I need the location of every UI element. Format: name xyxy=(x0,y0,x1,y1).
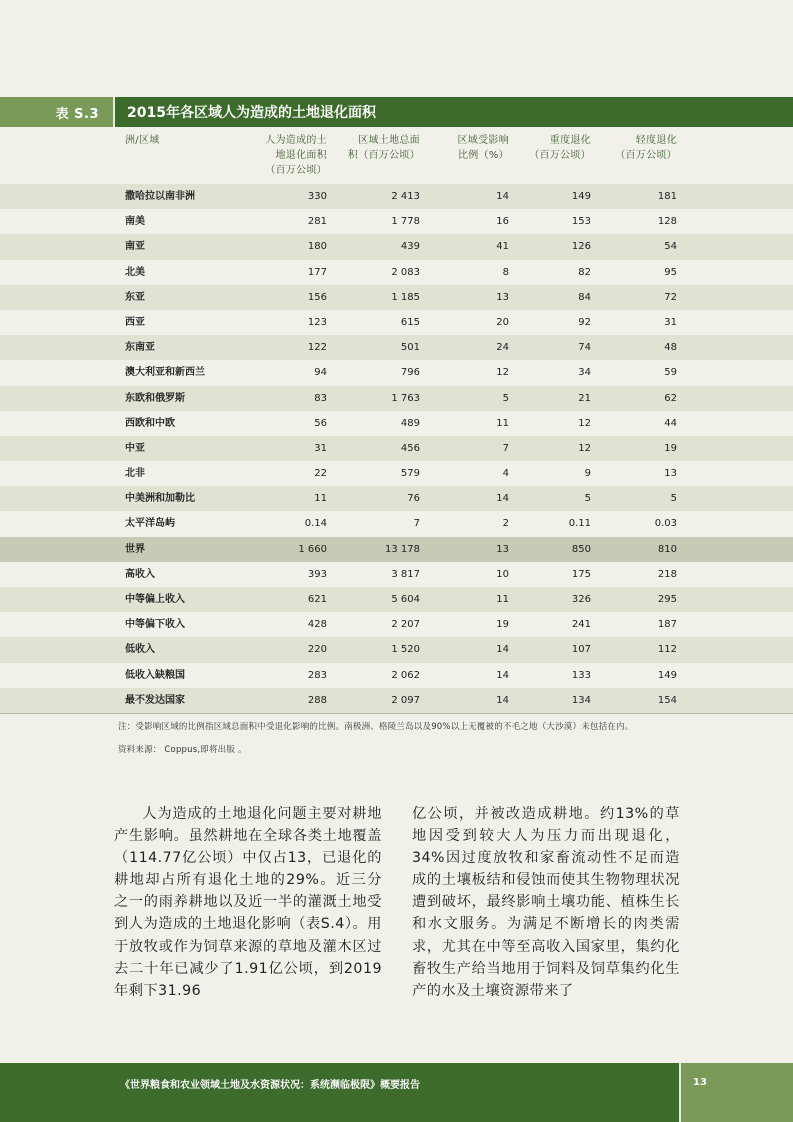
cell-affected-share: 16 xyxy=(496,216,509,228)
row-region-name: 最不发达国家 xyxy=(125,694,185,706)
cell-severe-degradation: 82 xyxy=(578,266,591,278)
table-note: 注：受影响区域的比例指区域总面积中受退化影响的比例。南极洲、格陵兰岛以及90%以上无覆被的不毛之地（大沙漠）未包括在内。 xyxy=(118,722,634,732)
cell-light-degradation: 154 xyxy=(657,694,677,706)
cell-degraded-area: 122 xyxy=(307,342,327,354)
row-region-name: 中等偏下收入 xyxy=(125,619,185,631)
cell-degraded-area: 393 xyxy=(307,568,327,580)
cell-total-area: 439 xyxy=(400,241,420,253)
cell-light-degradation: 295 xyxy=(657,594,677,605)
cell-severe-degradation: 0.11 xyxy=(568,518,591,530)
cell-severe-degradation: 21 xyxy=(578,392,591,404)
header-c1-line: （百万公顷） xyxy=(265,165,327,176)
cell-degraded-area: 22 xyxy=(314,468,327,480)
row-region-name: 南亚 xyxy=(125,241,145,253)
body-text-right xyxy=(412,803,680,1002)
table-bottom-rule xyxy=(0,713,793,714)
cell-degraded-area: 1 660 xyxy=(298,543,327,555)
table-body xyxy=(0,184,793,713)
cell-severe-degradation: 74 xyxy=(578,342,591,354)
cell-total-area: 1 520 xyxy=(391,644,420,656)
cell-light-degradation: 0.03 xyxy=(654,518,677,530)
header-c4-line: （百万公顷） xyxy=(529,150,591,161)
cell-light-degradation: 13 xyxy=(664,468,677,480)
cell-severe-degradation: 9 xyxy=(584,468,591,480)
header-c2-line: 积（百万公顷） xyxy=(347,150,420,161)
header-c2 xyxy=(348,133,420,163)
cell-total-area: 3 817 xyxy=(391,568,420,580)
cell-total-area: 2 207 xyxy=(391,619,420,631)
row-region-name: 东南亚 xyxy=(125,342,155,354)
body-paragraph-right: 亿公顷，并被改造成耕地。约13%的草地因受到较大人为压力而出现退化，34%因过度放牧和家畜流动性不足而造成的土壤板结和侵蚀而使其生物物理状况遭到破坏，最终影响土壤功能、植株生长和水文服务。为满足不断增长的肉类需求，尤其在中等至高收入国家里，集约化畜牧生产给当地用于饲料及饲草集约化生产的水及土壤资源带来了 xyxy=(412,806,680,999)
table-row xyxy=(0,360,793,385)
row-region-name: 西亚 xyxy=(125,316,145,328)
cell-severe-degradation: 107 xyxy=(571,644,591,656)
table-row xyxy=(0,587,793,612)
table-row xyxy=(0,688,793,713)
table-source: 资料来源： Coppus,即将出版 。 xyxy=(118,745,247,755)
table-title: 2015年各区域人为造成的土地退化面积 xyxy=(127,105,376,121)
cell-light-degradation: 59 xyxy=(664,367,677,379)
row-region-name: 东亚 xyxy=(125,291,145,303)
cell-light-degradation: 48 xyxy=(664,342,677,354)
cell-total-area: 76 xyxy=(407,493,420,505)
row-region-name: 东欧和俄罗斯 xyxy=(125,392,185,404)
cell-degraded-area: 283 xyxy=(307,669,327,681)
cell-severe-degradation: 84 xyxy=(578,291,591,303)
header-c1-line: 地退化面积 xyxy=(275,150,327,161)
cell-degraded-area: 31 xyxy=(314,442,327,454)
cell-light-degradation: 19 xyxy=(664,442,677,454)
cell-severe-degradation: 12 xyxy=(578,417,591,429)
cell-affected-share: 14 xyxy=(496,191,509,202)
table-label: 表 S.3 xyxy=(0,97,113,127)
cell-degraded-area: 428 xyxy=(307,619,327,631)
cell-affected-share: 24 xyxy=(496,342,509,354)
cell-affected-share: 14 xyxy=(496,694,509,706)
cell-affected-share: 11 xyxy=(496,417,509,429)
header-c3-line: 比例（%） xyxy=(457,150,509,161)
cell-affected-share: 14 xyxy=(496,669,509,681)
cell-affected-share: 13 xyxy=(496,291,509,303)
cell-light-degradation: 31 xyxy=(664,316,677,328)
cell-light-degradation: 62 xyxy=(664,392,677,404)
row-region-name: 撒哈拉以南非洲 xyxy=(125,191,195,202)
table-row xyxy=(0,511,793,536)
cell-light-degradation: 95 xyxy=(664,266,677,278)
body-text-left xyxy=(114,803,382,1002)
cell-affected-share: 4 xyxy=(502,468,509,480)
cell-degraded-area: 281 xyxy=(307,216,327,228)
cell-degraded-area: 123 xyxy=(307,316,327,328)
header-c3 xyxy=(458,133,510,163)
row-region-name: 南美 xyxy=(125,216,145,228)
cell-degraded-area: 11 xyxy=(314,493,327,505)
cell-degraded-area: 0.14 xyxy=(304,518,327,530)
cell-total-area: 2 413 xyxy=(391,191,420,202)
cell-light-degradation: 810 xyxy=(657,543,677,555)
cell-affected-share: 11 xyxy=(496,594,509,605)
cell-severe-degradation: 126 xyxy=(571,241,591,253)
cell-affected-share: 41 xyxy=(496,241,509,253)
table-row xyxy=(0,260,793,285)
header-region: 洲/区域 xyxy=(125,135,160,146)
row-region-name: 中亚 xyxy=(125,442,145,454)
cell-severe-degradation: 12 xyxy=(578,442,591,454)
row-region-name: 中美洲和加勒比 xyxy=(125,493,195,505)
table-row xyxy=(0,386,793,411)
table-row xyxy=(0,234,793,259)
cell-total-area: 456 xyxy=(400,442,420,454)
cell-affected-share: 5 xyxy=(502,392,509,404)
cell-severe-degradation: 34 xyxy=(578,367,591,379)
cell-affected-share: 13 xyxy=(496,543,509,555)
row-region-name: 中等偏上收入 xyxy=(125,594,185,605)
cell-total-area: 2 083 xyxy=(391,266,420,278)
page-footer xyxy=(0,1063,793,1122)
cell-severe-degradation: 326 xyxy=(571,594,591,605)
cell-severe-degradation: 149 xyxy=(571,191,591,202)
header-c4-line: 重度退化 xyxy=(549,135,591,146)
cell-total-area: 1 778 xyxy=(391,216,420,228)
cell-degraded-area: 177 xyxy=(307,266,327,278)
cell-total-area: 2 062 xyxy=(391,669,420,681)
cell-affected-share: 20 xyxy=(496,316,509,328)
row-region-name: 太平洋岛屿 xyxy=(125,518,175,530)
cell-light-degradation: 54 xyxy=(664,241,677,253)
cell-affected-share: 19 xyxy=(496,619,509,631)
cell-light-degradation: 128 xyxy=(657,216,677,228)
cell-degraded-area: 288 xyxy=(307,694,327,706)
cell-degraded-area: 180 xyxy=(307,241,327,253)
cell-total-area: 489 xyxy=(400,417,420,429)
cell-degraded-area: 56 xyxy=(314,417,327,429)
row-region-name: 北非 xyxy=(125,468,145,480)
table-row xyxy=(0,335,793,360)
cell-total-area: 7 xyxy=(413,518,420,530)
cell-affected-share: 10 xyxy=(496,568,509,580)
header-c3-line: 区域受影响 xyxy=(457,135,509,146)
header-c1-line: 人为造成的土 xyxy=(265,135,327,146)
cell-light-degradation: 149 xyxy=(657,669,677,681)
table-row xyxy=(0,537,793,562)
cell-degraded-area: 621 xyxy=(307,594,327,605)
header-c1 xyxy=(265,133,327,178)
cell-total-area: 1 763 xyxy=(391,392,420,404)
cell-total-area: 501 xyxy=(400,342,420,354)
table-row xyxy=(0,562,793,587)
cell-light-degradation: 218 xyxy=(657,568,677,580)
cell-affected-share: 2 xyxy=(502,518,509,530)
page-number: 13 xyxy=(681,1063,793,1122)
cell-total-area: 796 xyxy=(400,367,420,379)
cell-degraded-area: 156 xyxy=(307,291,327,303)
header-c2-line: 区域土地总面 xyxy=(358,135,420,146)
cell-degraded-area: 94 xyxy=(314,367,327,379)
cell-degraded-area: 83 xyxy=(314,392,327,404)
table-row xyxy=(0,209,793,234)
row-region-name: 高收入 xyxy=(125,568,155,580)
cell-severe-degradation: 134 xyxy=(571,694,591,706)
table-title-bar xyxy=(0,97,793,127)
table-row xyxy=(0,486,793,511)
cell-light-degradation: 112 xyxy=(657,644,677,656)
row-region-name: 低收入缺粮国 xyxy=(125,669,185,681)
cell-severe-degradation: 850 xyxy=(571,543,591,555)
table-row xyxy=(0,285,793,310)
cell-light-degradation: 44 xyxy=(664,417,677,429)
cell-severe-degradation: 153 xyxy=(571,216,591,228)
row-region-name: 北美 xyxy=(125,266,145,278)
cell-severe-degradation: 92 xyxy=(578,316,591,328)
cell-severe-degradation: 5 xyxy=(584,493,591,505)
cell-light-degradation: 5 xyxy=(670,493,677,505)
row-region-name: 西欧和中欧 xyxy=(125,417,175,429)
cell-severe-degradation: 133 xyxy=(571,669,591,681)
cell-severe-degradation: 175 xyxy=(571,568,591,580)
cell-affected-share: 7 xyxy=(502,442,509,454)
row-region-name: 澳大利亚和新西兰 xyxy=(125,367,205,379)
cell-degraded-area: 220 xyxy=(307,644,327,656)
table-row xyxy=(0,612,793,637)
cell-total-area: 1 185 xyxy=(391,291,420,303)
row-region-name: 低收入 xyxy=(125,644,155,656)
cell-total-area: 2 097 xyxy=(391,694,420,706)
header-c5 xyxy=(615,133,677,163)
cell-affected-share: 14 xyxy=(496,493,509,505)
table-row xyxy=(0,310,793,335)
cell-total-area: 13 178 xyxy=(385,543,420,555)
cell-affected-share: 8 xyxy=(502,266,509,278)
header-c4 xyxy=(529,133,591,163)
footer-title: 《世界粮食和农业领域土地及水资源状况：系统濒临极限》概要报告 xyxy=(120,1080,420,1091)
header-c5-line: 轻度退化 xyxy=(635,135,677,146)
row-region-name: 世界 xyxy=(125,543,145,555)
cell-light-degradation: 187 xyxy=(657,619,677,631)
table-row xyxy=(0,184,793,209)
body-paragraph-left: 人为造成的土地退化问题主要对耕地产生影响。虽然耕地在全球各类土地覆盖（114.77亿公顷）中仅占13，已退化的耕地却占所有退化土地的29%。近三分之一的雨养耕地以及近一半的灌溉土地受到人为造成的土地退化影响（表S.4）。用于放牧或作为饲草来源的草地及灌木区过去二十年已减少了1.91亿公顷，到2019年剩下31.96 xyxy=(114,806,382,999)
cell-light-degradation: 181 xyxy=(657,191,677,202)
header-c5-line: （百万公顷） xyxy=(615,150,677,161)
cell-total-area: 615 xyxy=(400,316,420,328)
table-row xyxy=(0,663,793,688)
table-row xyxy=(0,436,793,461)
cell-affected-share: 14 xyxy=(496,644,509,656)
table-row xyxy=(0,637,793,662)
cell-total-area: 5 604 xyxy=(391,594,420,605)
cell-affected-share: 12 xyxy=(496,367,509,379)
table-row xyxy=(0,411,793,436)
table-row xyxy=(0,461,793,486)
cell-light-degradation: 72 xyxy=(664,291,677,303)
cell-severe-degradation: 241 xyxy=(571,619,591,631)
cell-degraded-area: 330 xyxy=(307,191,327,202)
cell-total-area: 579 xyxy=(400,468,420,480)
